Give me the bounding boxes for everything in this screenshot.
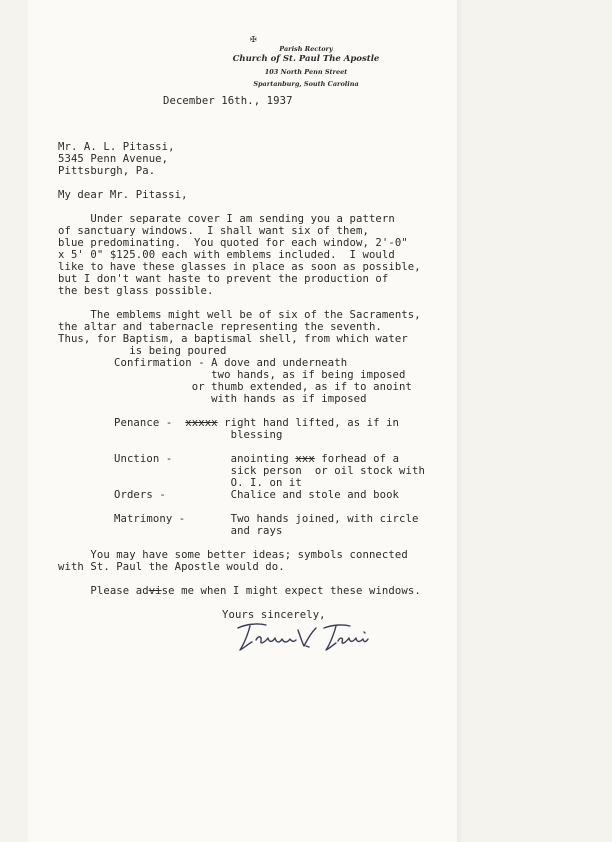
paragraph-line: like to have these glasses in place as soon as possible,	[58, 261, 421, 273]
paragraph-line: Please advise me when I might expect these windows.	[58, 585, 421, 597]
emblem-orders: Orders - Chalice and stole and book	[114, 489, 400, 501]
struck-text: xxx	[295, 453, 315, 465]
recipient-name: Mr. A. L. Pitassi,	[58, 141, 175, 153]
emblem-matrimony: Matrimony - Two hands joined, with circle	[114, 513, 419, 525]
paragraph-line: Under separate cover I am sending you a pattern	[58, 213, 395, 225]
emblem-confirmation: or thumb extended, as if to anoint	[114, 381, 412, 393]
paragraph-line: with St. Paul the Apostle would do.	[58, 561, 285, 573]
recipient-street: 5345 Penn Avenue,	[58, 153, 169, 165]
emblem-penance: blessing	[114, 429, 283, 441]
sheet-edge	[457, 0, 463, 842]
paragraph-line: The emblems might well be of six of the Sacraments,	[58, 309, 421, 321]
letterhead-city: Spartanburg, South Carolina	[253, 80, 359, 88]
letterhead-rectory: Parish Rectory	[279, 45, 333, 53]
letter-date: December 16th., 1937	[163, 95, 293, 107]
paragraph-line: x 5' 0" $125.00 each with emblems included. I would	[58, 249, 395, 261]
recipient-city: Pittsburgh, Pa.	[58, 165, 156, 177]
paragraph-line: blue predominating. You quoted for each window, 2'-0"	[58, 237, 408, 249]
emblem-penance: Penance - xxxxx right hand lifted, as if in	[114, 417, 400, 429]
emblem-confirmation: with hands as if imposed	[114, 393, 367, 405]
emblem-matrimony: and rays	[114, 525, 283, 537]
closing: Yours sincerely,	[222, 609, 326, 621]
paragraph-line: Thus, for Baptism, a baptismal shell, from which water	[58, 333, 408, 345]
paragraph-line: is being poured	[58, 345, 227, 357]
emblem-confirmation: Confirmation - A dove and underneath	[114, 357, 348, 369]
emblem-unction: Unction - anointing xxx forhead of a	[114, 453, 400, 465]
salutation: My dear Mr. Pitassi,	[58, 189, 188, 201]
paragraph-line: the best glass possible.	[58, 285, 214, 297]
emblem-unction: sick person or oil stock with	[114, 465, 425, 477]
struck-text: vi	[148, 585, 162, 597]
signature-image	[232, 620, 382, 656]
paragraph-line: the altar and tabernacle representing the seventh.	[58, 321, 382, 333]
cross-icon: ✠	[250, 35, 257, 44]
emblem-unction: O. I. on it	[114, 477, 302, 489]
paragraph-line: of sanctuary windows. I shall want six of them,	[58, 225, 369, 237]
letterhead-church: Church of St. Paul The Apostle	[232, 54, 380, 64]
paragraph-line: You may have some better ideas; symbols connected	[58, 549, 408, 561]
struck-text: xxxxx	[185, 417, 218, 429]
letterhead-street: 103 North Penn Street	[264, 68, 348, 76]
paragraph-line: but I don't want haste to prevent the production of	[58, 273, 389, 285]
emblem-confirmation: two hands, as if being imposed	[114, 369, 406, 381]
